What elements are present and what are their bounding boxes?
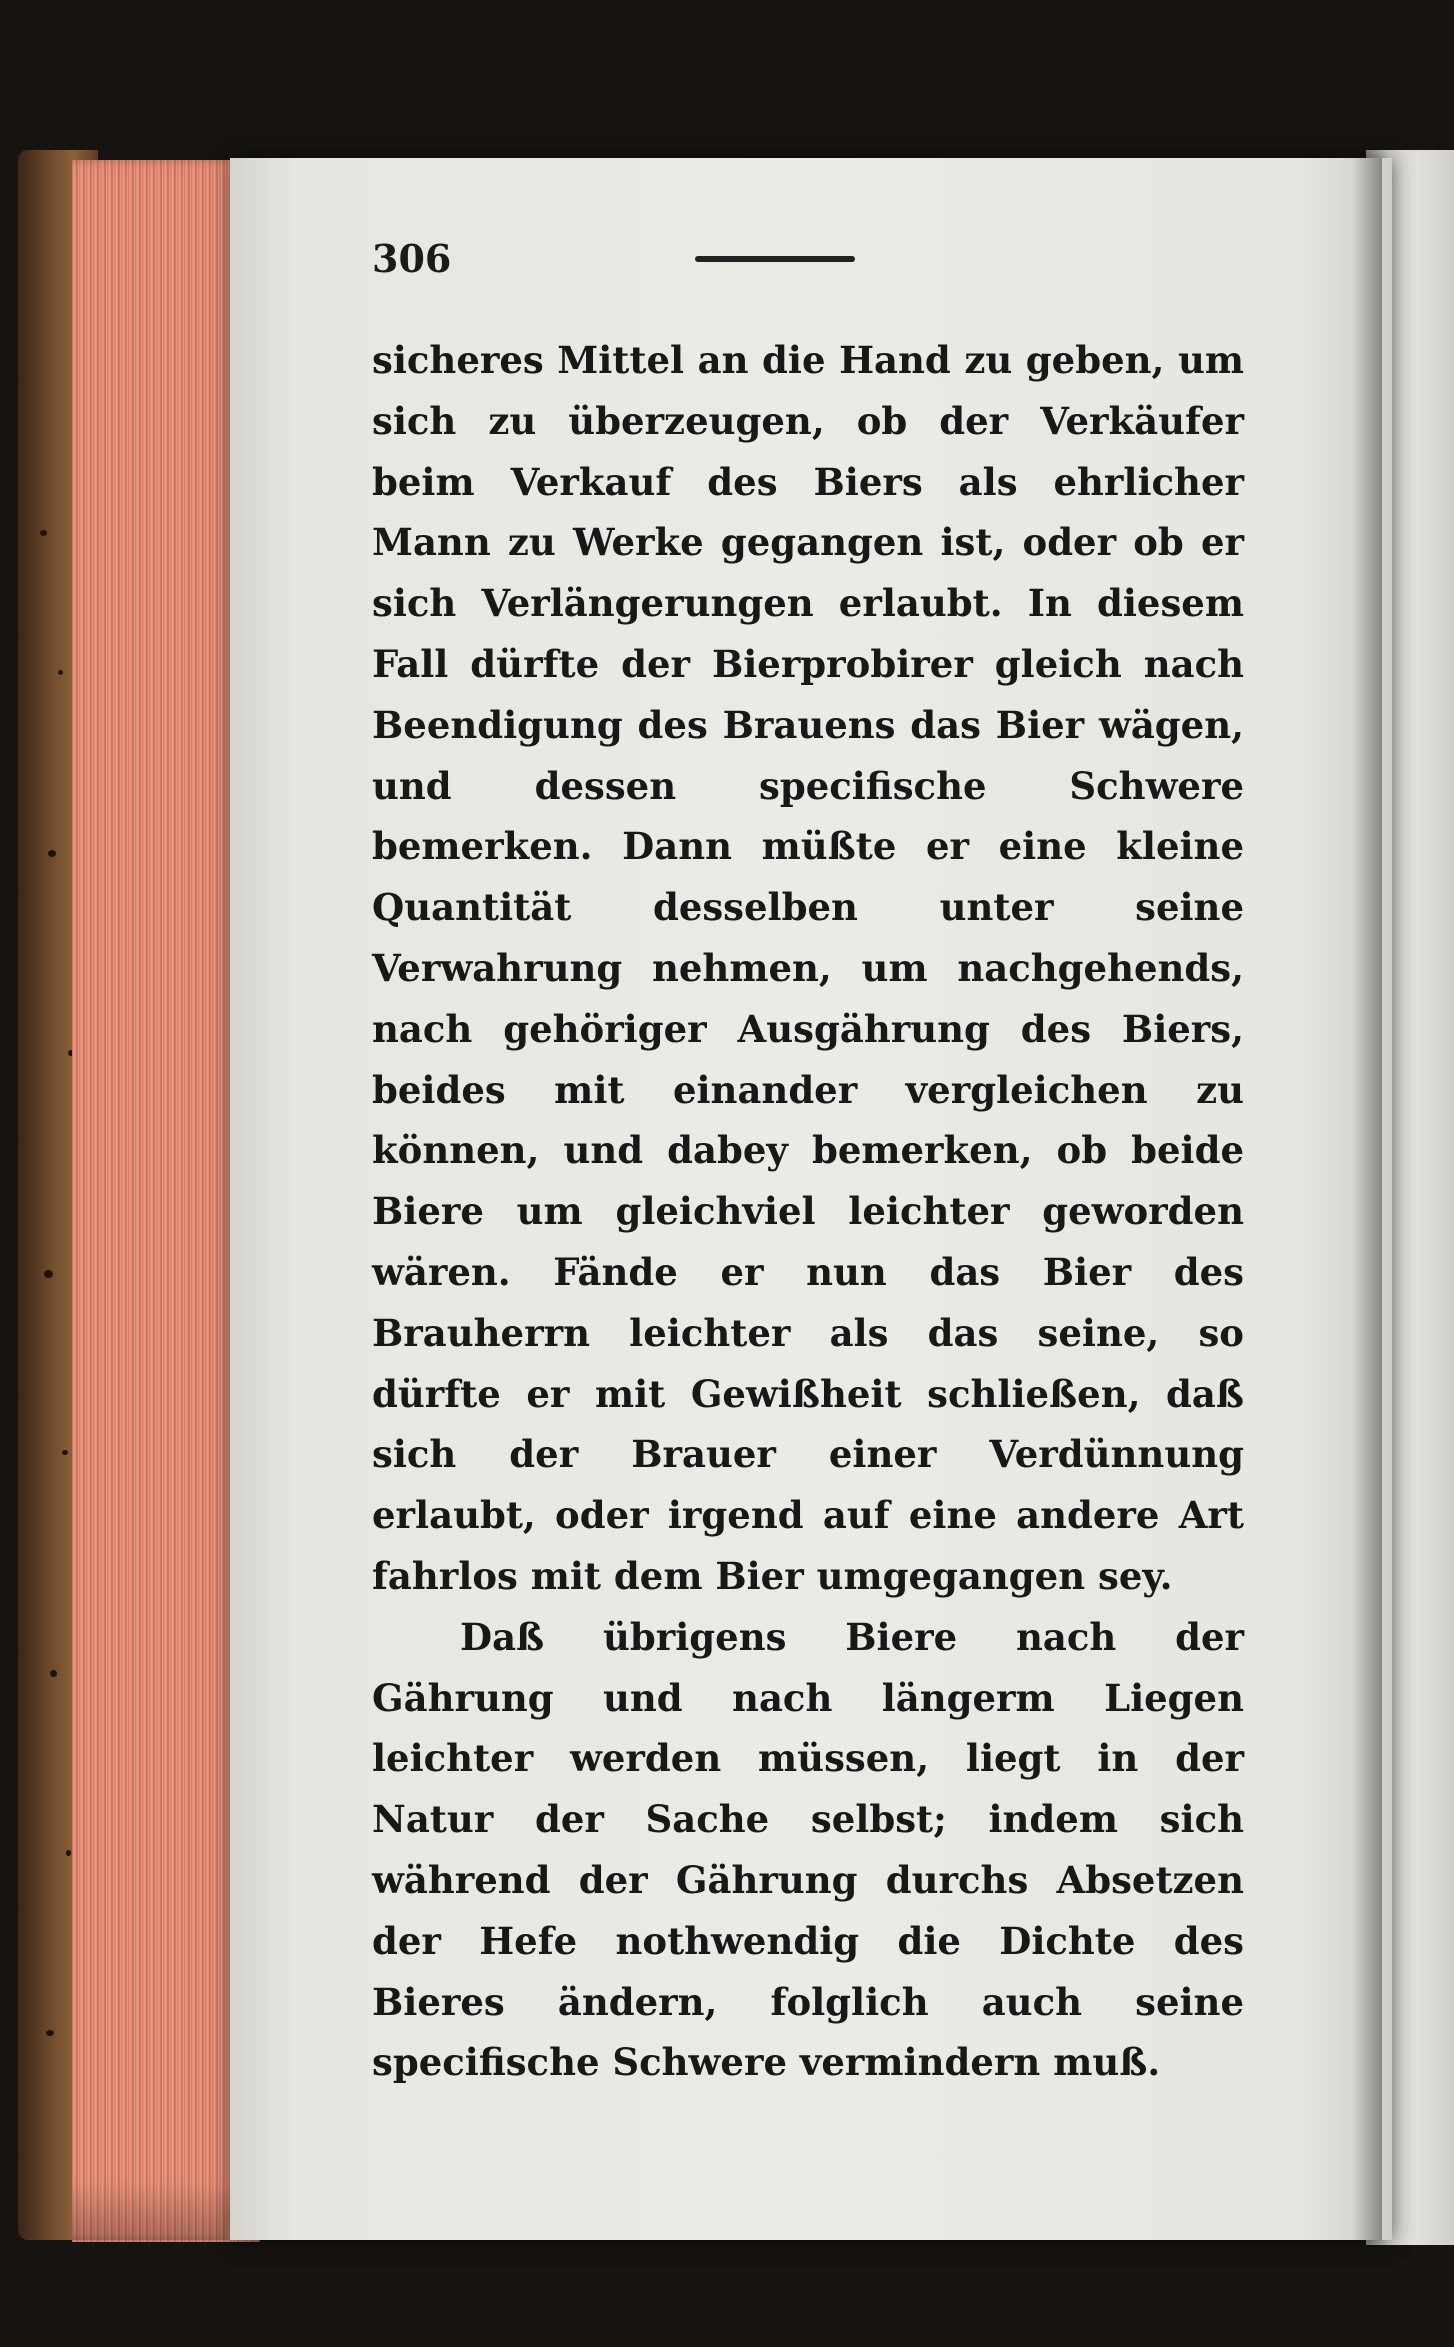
spine-shadow: [1352, 158, 1382, 2240]
page-number: 306: [372, 236, 452, 281]
body-text: [372, 330, 1244, 2093]
header-rule: [695, 256, 855, 262]
paragraph: sicheres Mittel an die Hand zu geben, um sich zu überzeugen, ob der Verkäufer beim Verkauf des Biers als ehrlicher Mann zu Werke gegangen ist, oder ob er sich Verlängerungen erlaubt. In diesem Fall dürfte der Bierprobirer gleich nach Beendigung des Brauens das Bier wägen, und dessen specifische Schwere bemerken. Dann müßte er eine kleine Quantität desselben unter seine Verwahrung nehmen, um nachgehends, nach gehöriger Ausgährung des Biers, beides mit einander vergleichen zu können, und dabey bemerken, ob beide Biere um gleichviel leichter geworden wären. Fände er nun das Bier des Brauherrn leichter als das seine, so dürfte er mit Gewißheit schließen, daß sich der Brauer einer Verdünnung erlaubt, oder irgend auf eine andere Art fahrlos mit dem Bier umgegangen sey.: [372, 338, 1244, 1598]
paragraph: Daß übrigens Biere nach der Gährung und nach längerm Liegen leichter werden müssen, liegt in der Natur der Sache selbst; indem sich während der Gährung durchs Absetzen der Hefe nothwendig die Dichte des Bieres ändern, folglich auch seine specifische Schwere vermindern muß.: [372, 1614, 1244, 2085]
